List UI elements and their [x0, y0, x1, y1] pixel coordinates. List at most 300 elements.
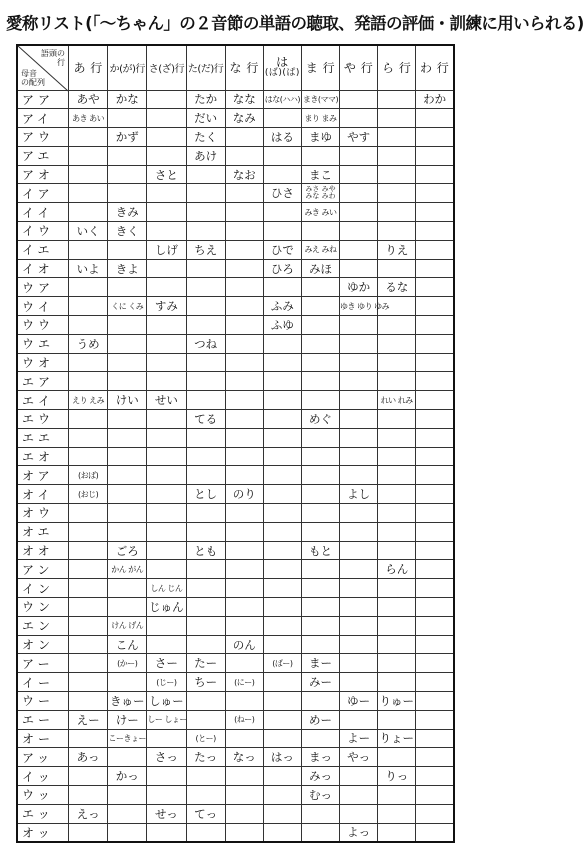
nickname-cell-wa: [416, 278, 454, 297]
nickname-cell-sa: [147, 616, 186, 635]
nickname-cell-ta: つね: [186, 334, 225, 353]
nickname-cell-na: [225, 184, 263, 203]
nickname-cell-ha: [263, 579, 301, 598]
table-row: [17, 710, 454, 729]
nickname-cell-ta: [186, 710, 225, 729]
nickname-cell-wa: [416, 203, 454, 222]
nickname-cell-ya: [340, 579, 378, 598]
vowel-pattern-cell: ウッ: [17, 785, 69, 804]
table-body: [17, 90, 454, 842]
nickname-cell-ya: [340, 184, 378, 203]
nickname-table: [16, 44, 455, 843]
nickname-cell-ya: よし: [340, 485, 378, 504]
nickname-cell-ha: [263, 804, 301, 823]
nickname-cell-na: [225, 522, 263, 541]
vowel-pattern-cell: イオ: [17, 259, 69, 278]
nickname-cell-ma: [301, 504, 339, 523]
nickname-cell-ka: けん げん: [108, 616, 147, 635]
nickname-cell-ya: [340, 804, 378, 823]
nickname-cell-ya: [340, 146, 378, 165]
nickname-cell-ya: よっ: [340, 823, 378, 842]
nickname-cell-na: [225, 428, 263, 447]
nickname-cell-ra: [378, 372, 416, 391]
nickname-cell-ka: かん がん: [108, 560, 147, 579]
nickname-cell-ka: きゅー: [108, 692, 147, 711]
nickname-cell-sa: [147, 447, 186, 466]
nickname-cell-ta: たか: [186, 90, 225, 109]
nickname-cell-a: [69, 297, 108, 316]
table-row: [17, 316, 454, 335]
nickname-cell-wa: [416, 560, 454, 579]
nickname-cell-na: のり: [225, 485, 263, 504]
nickname-cell-ma: [301, 635, 339, 654]
nickname-cell-a: あや: [69, 90, 108, 109]
nickname-cell-ma: みー: [301, 673, 339, 692]
table-row: [17, 259, 454, 278]
nickname-cell-ra: [378, 353, 416, 372]
nickname-cell-ma: みほ: [301, 259, 339, 278]
nickname-cell-ya: [340, 334, 378, 353]
nickname-cell-a: いく: [69, 222, 108, 241]
nickname-cell-ya: [340, 428, 378, 447]
nickname-cell-ma: [301, 297, 339, 316]
nickname-cell-ha: [263, 485, 301, 504]
vowel-pattern-cell: ウオ: [17, 353, 69, 372]
nickname-cell-sa: [147, 767, 186, 786]
nickname-cell-a: [69, 579, 108, 598]
table-row: [17, 673, 454, 692]
nickname-cell-ka: (かー): [108, 654, 147, 673]
nickname-cell-sa: しー しょー: [147, 710, 186, 729]
nickname-cell-na: [225, 316, 263, 335]
nickname-cell-ya: ゆか: [340, 278, 378, 297]
nickname-cell-ta: [186, 635, 225, 654]
column-header-ha-sublabel: (ば)(ぱ): [264, 68, 300, 79]
nickname-cell-na: [225, 541, 263, 560]
nickname-cell-ma: むっ: [301, 785, 339, 804]
nickname-cell-ha: ふみ: [263, 297, 301, 316]
nickname-cell-ma: [301, 729, 339, 748]
column-header-a: あ 行: [69, 45, 108, 90]
vowel-pattern-cell: イエ: [17, 240, 69, 259]
nickname-cell-ya: [340, 616, 378, 635]
nickname-cell-ra: らん: [378, 560, 416, 579]
nickname-cell-ma: [301, 579, 339, 598]
nickname-cell-sa: さっ: [147, 748, 186, 767]
nickname-cell-ha: ひさ: [263, 184, 301, 203]
nickname-cell-ma: [301, 466, 339, 485]
nickname-cell-ka: [108, 146, 147, 165]
nickname-cell-ra: [378, 598, 416, 617]
vowel-pattern-cell: イン: [17, 579, 69, 598]
column-header-ma: ま 行: [301, 45, 339, 90]
page-title: 愛称リスト(「〜ちゃん」の２音節の単語の聴取、発語の評価・訓練に用いられる): [6, 14, 584, 33]
nickname-cell-wa: [416, 372, 454, 391]
nickname-cell-ta: たー: [186, 654, 225, 673]
nickname-cell-wa: [416, 504, 454, 523]
nickname-cell-ma: [301, 146, 339, 165]
nickname-cell-a: [69, 598, 108, 617]
nickname-cell-ra: [378, 165, 416, 184]
nickname-cell-wa: [416, 823, 454, 842]
table-row: [17, 428, 454, 447]
nickname-cell-sa: [147, 541, 186, 560]
nickname-cell-na: [225, 146, 263, 165]
nickname-cell-ha: [263, 410, 301, 429]
nickname-cell-ra: [378, 541, 416, 560]
nickname-cell-ka: [108, 804, 147, 823]
nickname-cell-ra: [378, 466, 416, 485]
nickname-cell-a: (おば): [69, 466, 108, 485]
nickname-cell-sa: [147, 504, 186, 523]
table-row: [17, 128, 454, 147]
nickname-cell-ma: まき(ママ): [301, 90, 339, 109]
table-row: [17, 334, 454, 353]
nickname-cell-ka: [108, 165, 147, 184]
nickname-cell-ka: [108, 334, 147, 353]
nickname-cell-na: [225, 579, 263, 598]
nickname-cell-wa: [416, 804, 454, 823]
nickname-cell-ka: かず: [108, 128, 147, 147]
nickname-cell-sa: せい: [147, 391, 186, 410]
table-row: [17, 541, 454, 560]
nickname-cell-ta: [186, 767, 225, 786]
nickname-cell-ta: たく: [186, 128, 225, 147]
table-row: [17, 654, 454, 673]
nickname-cell-sa: (じー): [147, 673, 186, 692]
nickname-cell-a: [69, 240, 108, 259]
nickname-cell-ka: [108, 428, 147, 447]
nickname-cell-na: [225, 278, 263, 297]
nickname-cell-a: [69, 447, 108, 466]
nickname-cell-ka: こん: [108, 635, 147, 654]
nickname-cell-ya: ゆき ゆり ゆみ: [340, 297, 378, 316]
nickname-cell-ha: [263, 334, 301, 353]
nickname-cell-ya: [340, 316, 378, 335]
nickname-cell-ma: まこ: [301, 165, 339, 184]
nickname-cell-ha: [263, 635, 301, 654]
vowel-pattern-cell: オオ: [17, 541, 69, 560]
nickname-cell-ra: [378, 485, 416, 504]
nickname-cell-ya: [340, 785, 378, 804]
table-row: [17, 146, 454, 165]
table-row: [17, 635, 454, 654]
nickname-cell-na: なみ: [225, 109, 263, 128]
vowel-pattern-cell: アイ: [17, 109, 69, 128]
corner-bottom-label-line: の配列: [21, 77, 45, 87]
nickname-cell-ka: きく: [108, 222, 147, 241]
nickname-cell-ka: こーきょー: [108, 729, 147, 748]
nickname-cell-ka: [108, 278, 147, 297]
nickname-cell-ya: [340, 560, 378, 579]
nickname-cell-ya: [340, 767, 378, 786]
nickname-cell-wa: [416, 428, 454, 447]
nickname-cell-wa: [416, 598, 454, 617]
nickname-cell-ka: きよ: [108, 259, 147, 278]
nickname-cell-na: [225, 692, 263, 711]
nickname-cell-ka: けー: [108, 710, 147, 729]
nickname-cell-ra: [378, 748, 416, 767]
nickname-cell-ta: [186, 579, 225, 598]
vowel-pattern-cell: ウン: [17, 598, 69, 617]
nickname-cell-ha: [263, 165, 301, 184]
vowel-pattern-cell: イイ: [17, 203, 69, 222]
nickname-cell-ha: はな(ハハ): [263, 90, 301, 109]
nickname-cell-ra: [378, 90, 416, 109]
nickname-cell-sa: [147, 109, 186, 128]
nickname-cell-ya: [340, 598, 378, 617]
nickname-cell-wa: [416, 635, 454, 654]
nickname-cell-ka: [108, 785, 147, 804]
nickname-cell-ya: [340, 259, 378, 278]
vowel-pattern-cell: アウ: [17, 128, 69, 147]
nickname-cell-ha: [263, 222, 301, 241]
nickname-cell-sa: [147, 485, 186, 504]
nickname-cell-a: [69, 428, 108, 447]
column-header-ha: [263, 45, 301, 90]
nickname-cell-ya: [340, 372, 378, 391]
nickname-cell-ya: [340, 541, 378, 560]
nickname-cell-ya: [340, 522, 378, 541]
table-row: [17, 616, 454, 635]
nickname-cell-a: [69, 673, 108, 692]
nickname-cell-na: [225, 767, 263, 786]
nickname-cell-ra: [378, 504, 416, 523]
nickname-cell-wa: わか: [416, 90, 454, 109]
nickname-cell-ta: あけ: [186, 146, 225, 165]
nickname-cell-na: [225, 785, 263, 804]
nickname-cell-ra: [378, 184, 416, 203]
vowel-pattern-cell: イア: [17, 184, 69, 203]
column-header-ka: か(が)行: [108, 45, 147, 90]
nickname-cell-sa: [147, 278, 186, 297]
nickname-cell-sa: [147, 90, 186, 109]
nickname-cell-a: [69, 504, 108, 523]
corner-header-cell: [17, 45, 69, 90]
nickname-cell-a: [69, 616, 108, 635]
vowel-pattern-cell: エン: [17, 616, 69, 635]
nickname-cell-a: [69, 522, 108, 541]
nickname-cell-wa: [416, 466, 454, 485]
table-row: [17, 353, 454, 372]
nickname-cell-ka: [108, 316, 147, 335]
nickname-cell-sa: [147, 372, 186, 391]
nickname-cell-na: [225, 128, 263, 147]
nickname-cell-na: のん: [225, 635, 263, 654]
nickname-cell-ka: [108, 579, 147, 598]
table-row: [17, 278, 454, 297]
nickname-cell-sa: さー: [147, 654, 186, 673]
nickname-cell-ma: まっ: [301, 748, 339, 767]
nickname-cell-ka: [108, 748, 147, 767]
nickname-cell-ya: [340, 353, 378, 372]
nickname-cell-ha: [263, 466, 301, 485]
table-row: [17, 297, 454, 316]
nickname-cell-na: なっ: [225, 748, 263, 767]
nickname-cell-a: (おじ): [69, 485, 108, 504]
nickname-cell-ma: みき みい: [301, 203, 339, 222]
nickname-cell-sa: [147, 259, 186, 278]
table-row: [17, 692, 454, 711]
nickname-cell-na: [225, 353, 263, 372]
table-row: [17, 804, 454, 823]
nickname-cell-wa: [416, 391, 454, 410]
vowel-pattern-cell: オー: [17, 729, 69, 748]
nickname-cell-a: えり えみ: [69, 391, 108, 410]
nickname-cell-ta: [186, 692, 225, 711]
nickname-cell-ha: [263, 692, 301, 711]
nickname-cell-ra: [378, 710, 416, 729]
nickname-cell-ma: めぐ: [301, 410, 339, 429]
nickname-cell-na: [225, 616, 263, 635]
nickname-cell-ta: [186, 823, 225, 842]
nickname-cell-ka: ごろ: [108, 541, 147, 560]
nickname-cell-sa: [147, 785, 186, 804]
nickname-cell-ra: [378, 673, 416, 692]
table-row: [17, 90, 454, 109]
nickname-cell-ra: [378, 522, 416, 541]
nickname-cell-ra: るな: [378, 278, 416, 297]
vowel-pattern-cell: エー: [17, 710, 69, 729]
nickname-cell-a: [69, 785, 108, 804]
nickname-cell-ra: りょー: [378, 729, 416, 748]
nickname-cell-ha: はる: [263, 128, 301, 147]
nickname-cell-ha: [263, 541, 301, 560]
nickname-cell-na: [225, 654, 263, 673]
nickname-cell-wa: [416, 165, 454, 184]
nickname-cell-ra: [378, 804, 416, 823]
nickname-cell-ta: とし: [186, 485, 225, 504]
nickname-cell-na: [225, 410, 263, 429]
nickname-cell-ha: [263, 146, 301, 165]
nickname-cell-a: [69, 372, 108, 391]
nickname-cell-wa: [416, 522, 454, 541]
nickname-cell-ya: [340, 654, 378, 673]
nickname-cell-ma: みっ: [301, 767, 339, 786]
nickname-cell-ra: りっ: [378, 767, 416, 786]
nickname-cell-wa: [416, 767, 454, 786]
nickname-cell-ra: りゅー: [378, 692, 416, 711]
nickname-cell-ka: [108, 466, 147, 485]
nickname-cell-ka: [108, 673, 147, 692]
column-header-ra: ら 行: [378, 45, 416, 90]
nickname-cell-ka: きみ: [108, 203, 147, 222]
vowel-pattern-cell: オッ: [17, 823, 69, 842]
corner-top-label-line: 語頭の: [41, 49, 66, 58]
vowel-pattern-cell: ウー: [17, 692, 69, 711]
nickname-cell-ta: [186, 522, 225, 541]
vowel-pattern-cell: エオ: [17, 447, 69, 466]
nickname-cell-ta: [186, 447, 225, 466]
nickname-cell-a: [69, 654, 108, 673]
nickname-cell-na: [225, 823, 263, 842]
nickname-cell-ma: [301, 804, 339, 823]
nickname-cell-ra: [378, 410, 416, 429]
nickname-cell-a: えー: [69, 710, 108, 729]
nickname-cell-ma: [301, 485, 339, 504]
nickname-cell-ma: みさ みや みな みわ: [301, 184, 339, 203]
nickname-cell-na: (にー): [225, 673, 263, 692]
nickname-cell-ya: [340, 165, 378, 184]
nickname-cell-ya: [340, 466, 378, 485]
nickname-cell-sa: しげ: [147, 240, 186, 259]
nickname-cell-ha: [263, 109, 301, 128]
nickname-cell-ha: [263, 372, 301, 391]
nickname-cell-ha: [263, 767, 301, 786]
nickname-cell-ta: たっ: [186, 748, 225, 767]
nickname-cell-ra: [378, 635, 416, 654]
nickname-cell-ra: [378, 447, 416, 466]
nickname-cell-ka: [108, 504, 147, 523]
nickname-cell-ka: くに くみ: [108, 297, 147, 316]
nickname-cell-sa: [147, 823, 186, 842]
vowel-pattern-cell: エウ: [17, 410, 69, 429]
nickname-cell-ta: [186, 353, 225, 372]
nickname-cell-ka: [108, 240, 147, 259]
nickname-cell-ya: [340, 673, 378, 692]
nickname-cell-a: [69, 203, 108, 222]
nickname-cell-sa: [147, 428, 186, 447]
nickname-cell-ha: [263, 673, 301, 692]
table-row: [17, 579, 454, 598]
nickname-cell-na: [225, 560, 263, 579]
nickname-cell-sa: [147, 522, 186, 541]
nickname-cell-ta: [186, 259, 225, 278]
nickname-cell-a: [69, 165, 108, 184]
vowel-pattern-cell: イッ: [17, 767, 69, 786]
nickname-cell-ha: [263, 560, 301, 579]
nickname-cell-ya: よー: [340, 729, 378, 748]
nickname-cell-ra: [378, 146, 416, 165]
table-row: [17, 410, 454, 429]
column-header-sa: さ(ざ)行: [147, 45, 186, 90]
nickname-cell-ka: [108, 109, 147, 128]
nickname-cell-ma: [301, 823, 339, 842]
nickname-cell-ta: [186, 785, 225, 804]
nickname-cell-ta: [186, 428, 225, 447]
nickname-cell-na: なな: [225, 90, 263, 109]
nickname-cell-a: いよ: [69, 259, 108, 278]
nickname-cell-wa: [416, 748, 454, 767]
nickname-cell-ra: れい れみ: [378, 391, 416, 410]
nickname-cell-ma: [301, 598, 339, 617]
nickname-cell-sa: [147, 316, 186, 335]
nickname-cell-ha: [263, 785, 301, 804]
nickname-cell-ya: [340, 447, 378, 466]
nickname-cell-sa: [147, 222, 186, 241]
nickname-cell-ha: [263, 729, 301, 748]
nickname-cell-ya: [340, 109, 378, 128]
nickname-cell-sa: [147, 146, 186, 165]
nickname-cell-wa: [416, 579, 454, 598]
nickname-cell-ra: [378, 128, 416, 147]
nickname-cell-a: [69, 353, 108, 372]
nickname-cell-ta: [186, 391, 225, 410]
nickname-cell-ma: [301, 447, 339, 466]
nickname-cell-ma: [301, 522, 339, 541]
table-row: [17, 729, 454, 748]
nickname-cell-a: えっ: [69, 804, 108, 823]
vowel-pattern-cell: エエ: [17, 428, 69, 447]
nickname-cell-na: [225, 203, 263, 222]
table-row: [17, 560, 454, 579]
nickname-cell-a: [69, 278, 108, 297]
nickname-cell-ma: [301, 222, 339, 241]
nickname-cell-ya: [340, 240, 378, 259]
nickname-cell-sa: [147, 410, 186, 429]
nickname-cell-ma: みえ みね: [301, 240, 339, 259]
nickname-cell-ka: [108, 353, 147, 372]
